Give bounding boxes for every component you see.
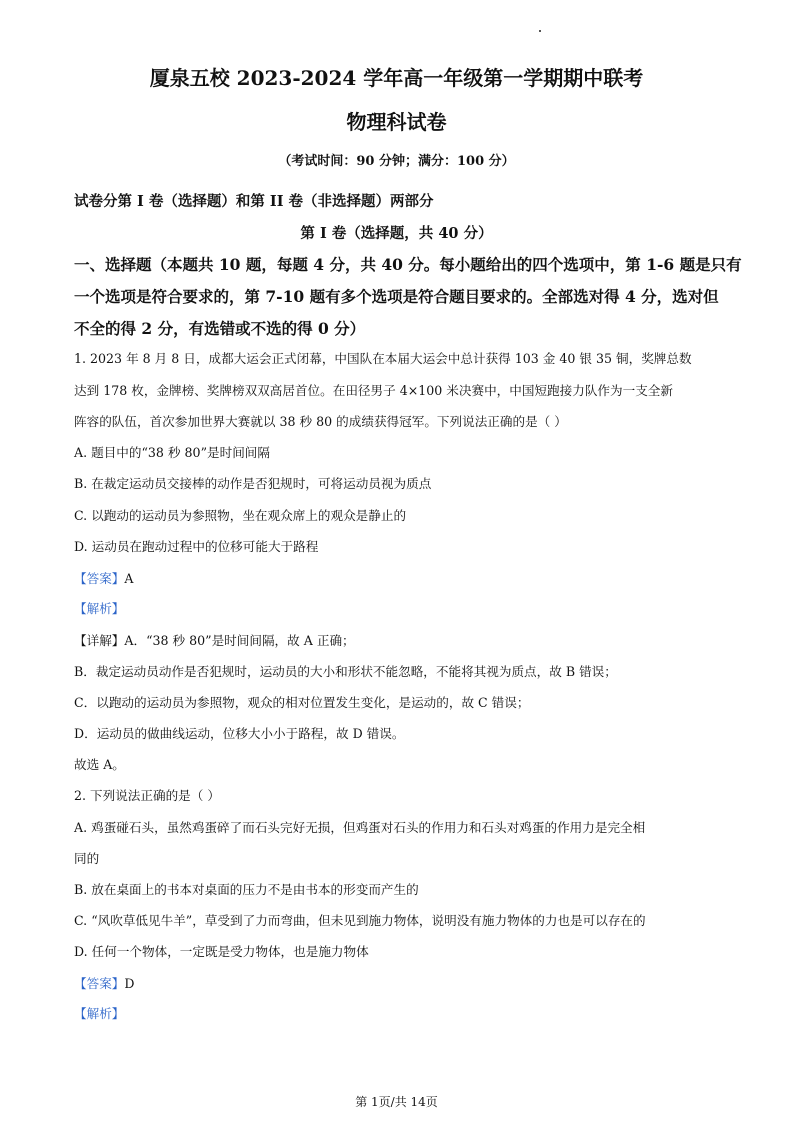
q2-option-b: B. 放在桌面上的书本对桌面的压力不是由书本的形变而产生的 bbox=[74, 882, 419, 897]
q2-stem: 2. 下列说法正确的是（ ） bbox=[74, 788, 220, 803]
q2-option-a: A. 鸡蛋碰石头，虽然鸡蛋碎了而石头完好无损，但鸡蛋对石头的作用力和石头对鸡蛋的作用力是完全相 bbox=[74, 820, 646, 835]
exam-title: 厦泉五校 2023-2024 学年高一年级第一学期期中联考 bbox=[149, 66, 644, 90]
paper-parts: 试卷分第 I 卷（选择题）和第 II 卷（非选择题）两部分 bbox=[74, 193, 434, 210]
q1-analysis-tag: 【解析】 bbox=[74, 601, 125, 616]
section-instruction-3: 不全的得 2 分，有选错或不选的得 0 分） bbox=[74, 319, 366, 338]
q1-conclusion: 故选 A。 bbox=[74, 757, 125, 772]
q1-detail-2: B．裁定运动员动作是否犯规时，运动员的大小和形状不能忽略，不能将其视为质点，故 B 错误； bbox=[74, 664, 617, 679]
answer-tag: 【答案】 bbox=[74, 571, 125, 586]
q1-detail-4: D．运动员的做曲线运动，位移大小小于路程，故 D 错误。 bbox=[74, 726, 405, 741]
exam-subject: 物理科试卷 bbox=[346, 110, 447, 134]
q1-option-d: D. 运动员在跑动过程中的位移可能大于路程 bbox=[74, 539, 319, 554]
q2-answer bbox=[74, 973, 134, 992]
q1-option-b: B. 在裁定运动员交接棒的动作是否犯规时，可将运动员视为质点 bbox=[74, 476, 432, 491]
detail-tag: 【详解】 bbox=[74, 633, 125, 648]
page-number: 第 1页/共 14页 bbox=[355, 1095, 438, 1109]
q1-detail-1 bbox=[74, 630, 355, 649]
q1-detail-3: C．以跑动的运动员为参照物，观众的相对位置发生变化，是运动的，故 C 错误； bbox=[74, 695, 530, 710]
scan-dot bbox=[539, 30, 541, 32]
detail-text: A．“38 秒 80”是时间间隔，故 A 正确； bbox=[124, 633, 355, 648]
exam-info: （考试时间：90 分钟；满分：100 分） bbox=[278, 154, 515, 169]
q1-option-c: C. 以跑动的运动员为参照物，坐在观众席上的观众是静止的 bbox=[74, 508, 407, 523]
q2-option-d: D. 任何一个物体，一定既是受力物体，也是施力物体 bbox=[74, 944, 369, 959]
q1-stem-3: 阵容的队伍，首次参加世界大赛就以 38 秒 80 的成绩获得冠军。下列说法正确的是（ ） bbox=[74, 414, 567, 429]
q1-stem-2: 达到 178 枚，金牌榜、奖牌榜双双高居首位。在田径男子 4×100 米决赛中，中国短跑接力队作为一支全新 bbox=[74, 383, 673, 398]
q2-option-a-cont: 同的 bbox=[74, 851, 100, 866]
part1-heading: 第 I 卷（选择题，共 40 分） bbox=[300, 225, 493, 242]
q1-answer bbox=[74, 568, 133, 587]
answer-value: D bbox=[124, 976, 135, 991]
q2-option-c: C. “风吹草低见牛羊”，草受到了力而弯曲，但未见到施力物体，说明没有施力物体的力也是可以存在的 bbox=[74, 913, 646, 928]
section-instruction-2: 一个选项是符合要求的，第 7-10 题有多个选项是符合题目要求的。全部选对得 4 分，选对但 bbox=[74, 287, 719, 306]
q2-analysis-tag: 【解析】 bbox=[74, 1006, 125, 1021]
answer-value: A bbox=[124, 571, 134, 586]
section-instruction-1: 一、选择题（本题共 10 题，每题 4 分，共 40 分。每小题给出的四个选项中，第 1-6 题是只有 bbox=[74, 255, 742, 274]
q1-option-a: A. 题目中的“38 秒 80”是时间间隔 bbox=[74, 445, 270, 460]
answer-tag: 【答案】 bbox=[74, 976, 125, 991]
q1-stem-1: 1. 2023 年 8 月 8 日，成都大运会正式闭幕，中国队在本届大运会中总计获得 103 金 40 银 35 铜，奖牌总数 bbox=[74, 351, 692, 366]
